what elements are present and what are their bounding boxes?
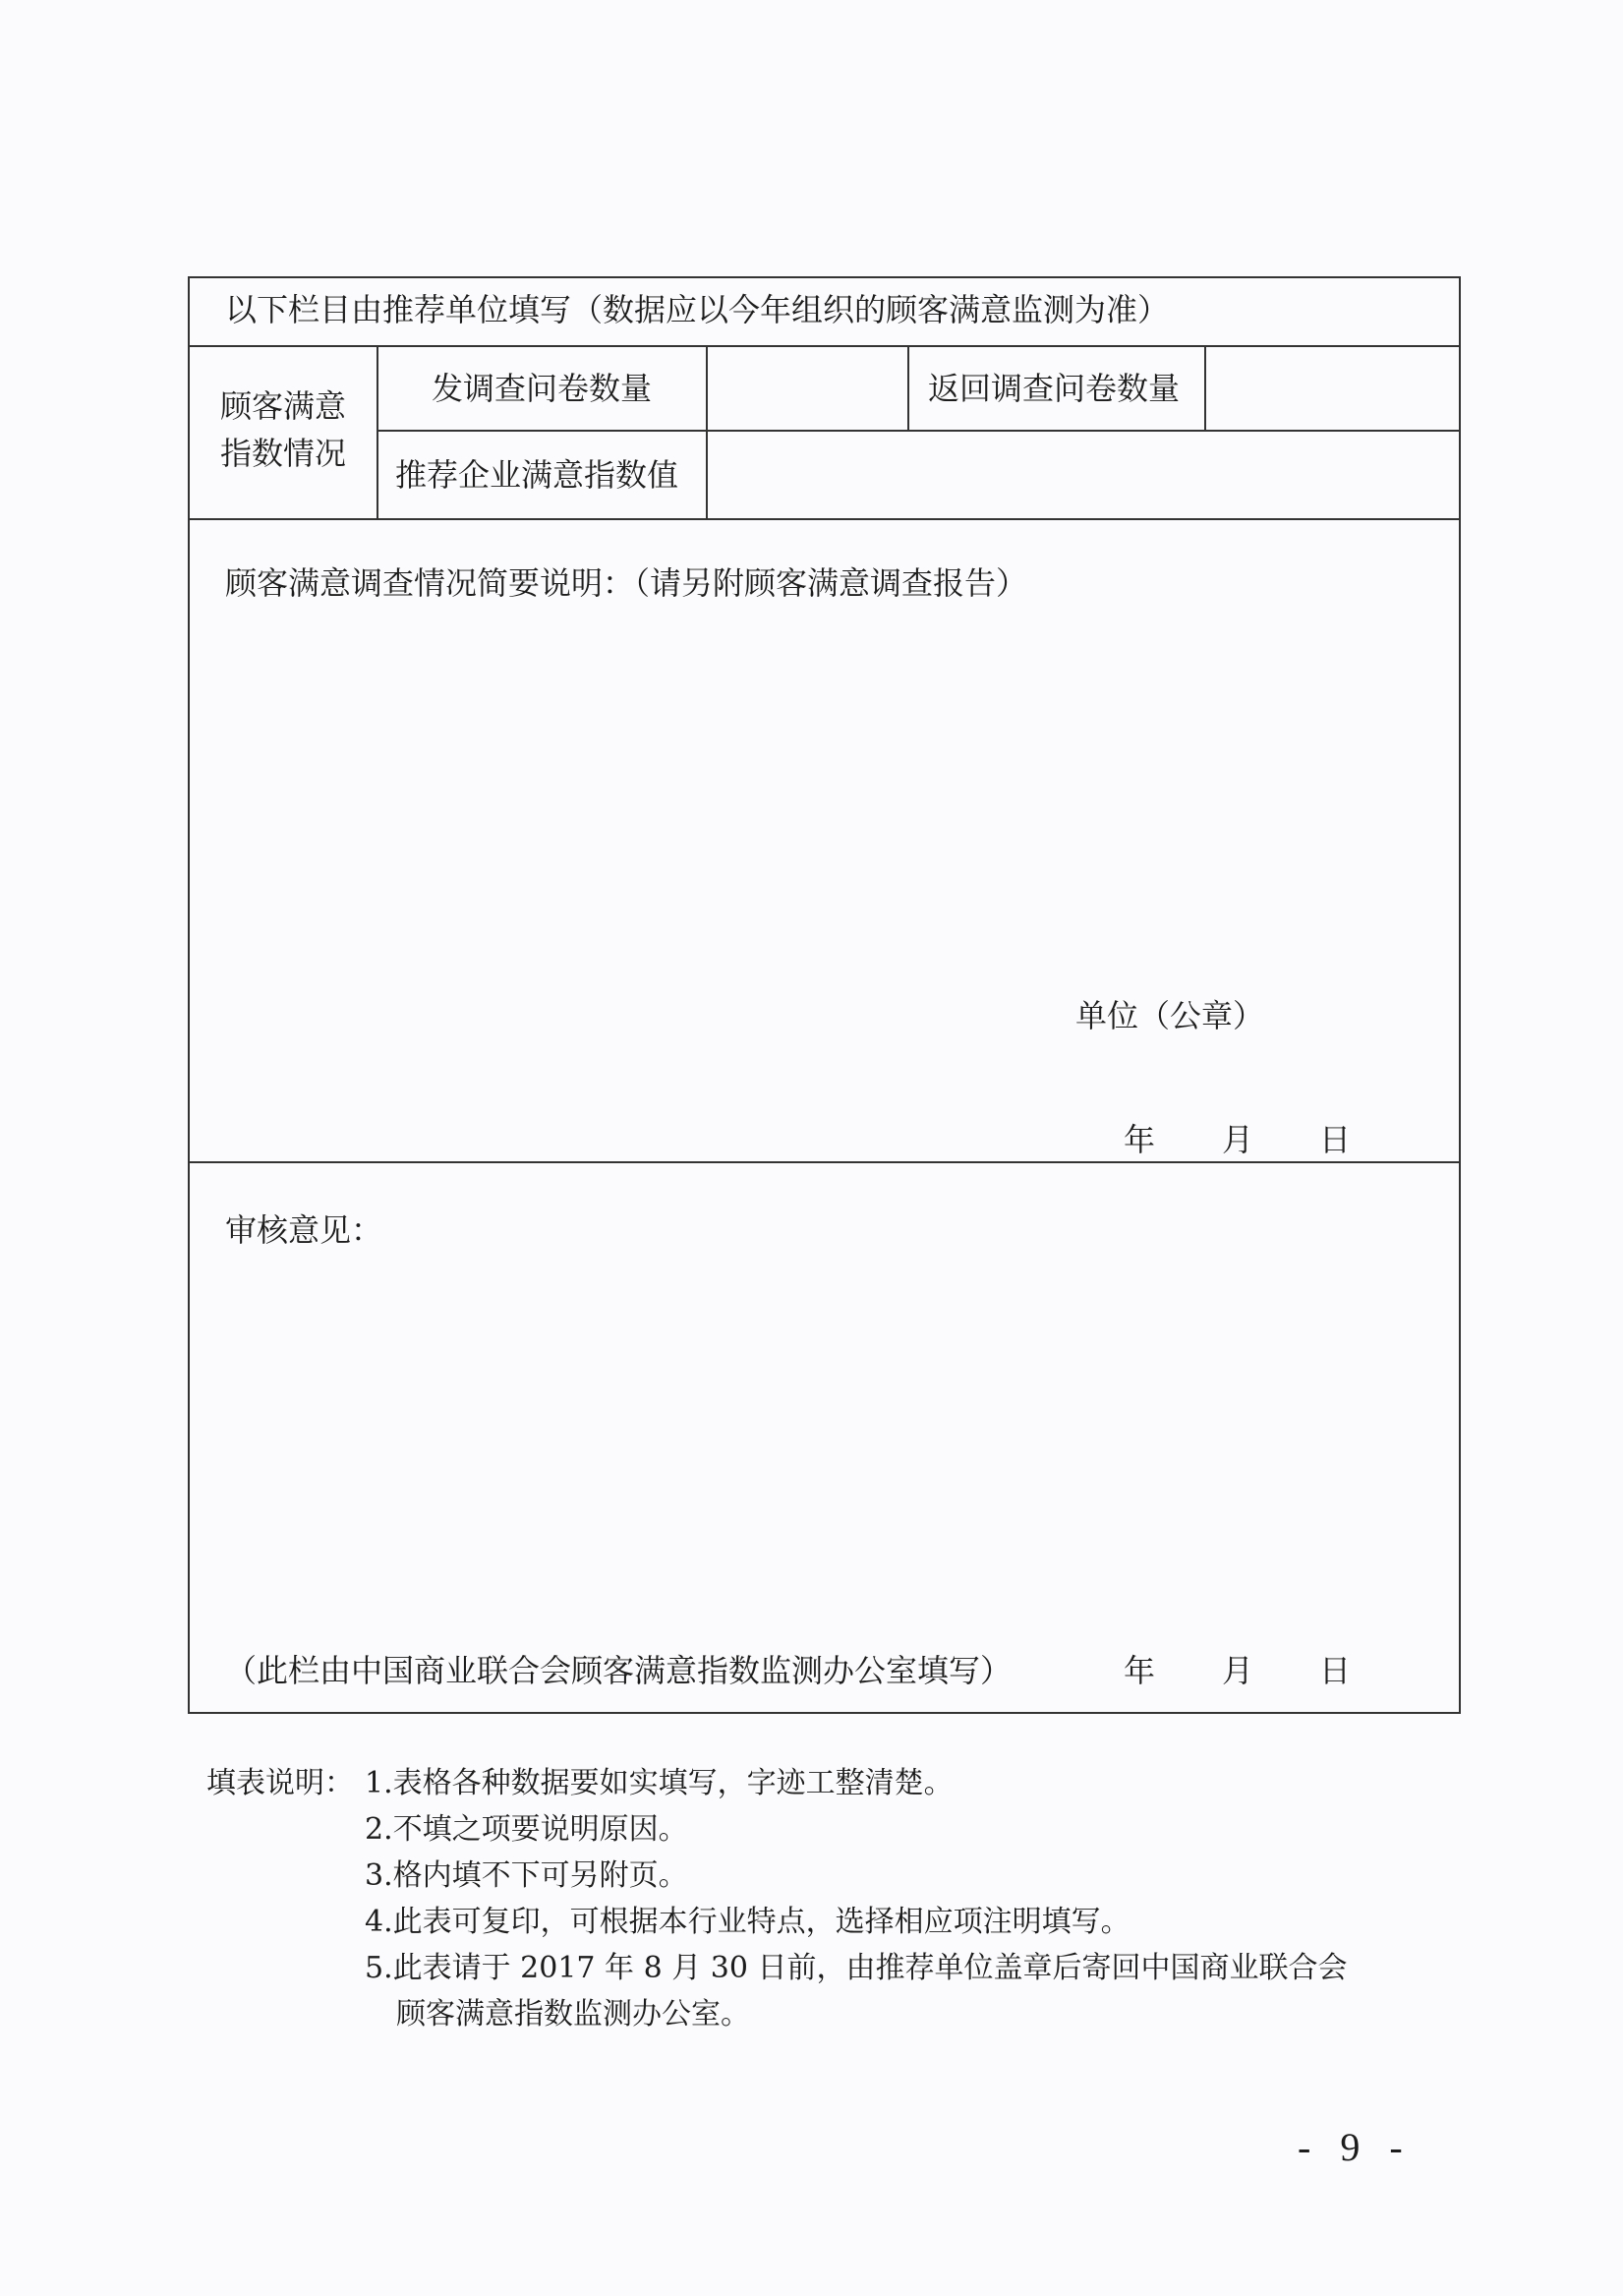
questionnaires-returned-label: 返回调查问卷数量 [928,370,1181,407]
unit-seal-label: 单位（公章） [1075,997,1265,1034]
instruction-item-5-continued: 顾客满意指数监测办公室。 [396,1997,750,2031]
instruction-item-3: 3.格内填不下可另附页。 [365,1858,688,1893]
recommendation-form-table [188,276,1461,1714]
instruction-item-1: 1.表格各种数据要如实填写，字迹工整清楚。 [365,1766,954,1800]
survey-summary-label: 顾客满意调查情况简要说明：（请另附顾客满意调查报告） [225,564,1028,602]
csi-value-label: 推荐企业满意指数值 [395,456,679,494]
instruction-item-2: 2.不填之项要说明原因。 [365,1812,688,1847]
questionnaires-returned-field[interactable] [1206,347,1459,430]
review-date-month: 月 [1222,1652,1254,1689]
summary-date-month: 月 [1222,1121,1254,1158]
review-date-day: 日 [1319,1652,1352,1689]
questionnaires-sent-label: 发调查问卷数量 [432,370,653,407]
rule-returned-label-left [907,345,909,432]
csi-label-line1: 顾客满意 [220,387,347,425]
page-number: - 9 - [1298,2125,1413,2169]
summary-date-year: 年 [1124,1121,1156,1158]
questionnaires-sent-field[interactable] [708,347,907,430]
survey-summary-field[interactable] [190,520,1459,1161]
review-note: （此栏由中国商业联合会顾客满意指数监测办公室填写） [225,1652,1013,1689]
instruction-item-5: 5.此表请于 2017 年 8 月 30 日前，由推荐单位盖章后寄回中国商业联合会 [365,1951,1348,1985]
rule-csi-label-divider [377,345,378,520]
csi-value-field[interactable] [708,432,1459,518]
form-header: 以下栏目由推荐单位填写（数据应以今年组织的顾客满意监测为准） [225,291,1170,328]
instructions-title: 填表说明： [206,1766,354,1800]
review-date-year: 年 [1124,1652,1156,1689]
csi-label-line2: 指数情况 [220,435,347,472]
summary-date-day: 日 [1319,1121,1352,1158]
review-label: 审核意见： [225,1211,383,1249]
instruction-item-4: 4.此表可复印，可根据本行业特点，选择相应项注明填写。 [365,1905,1130,1939]
